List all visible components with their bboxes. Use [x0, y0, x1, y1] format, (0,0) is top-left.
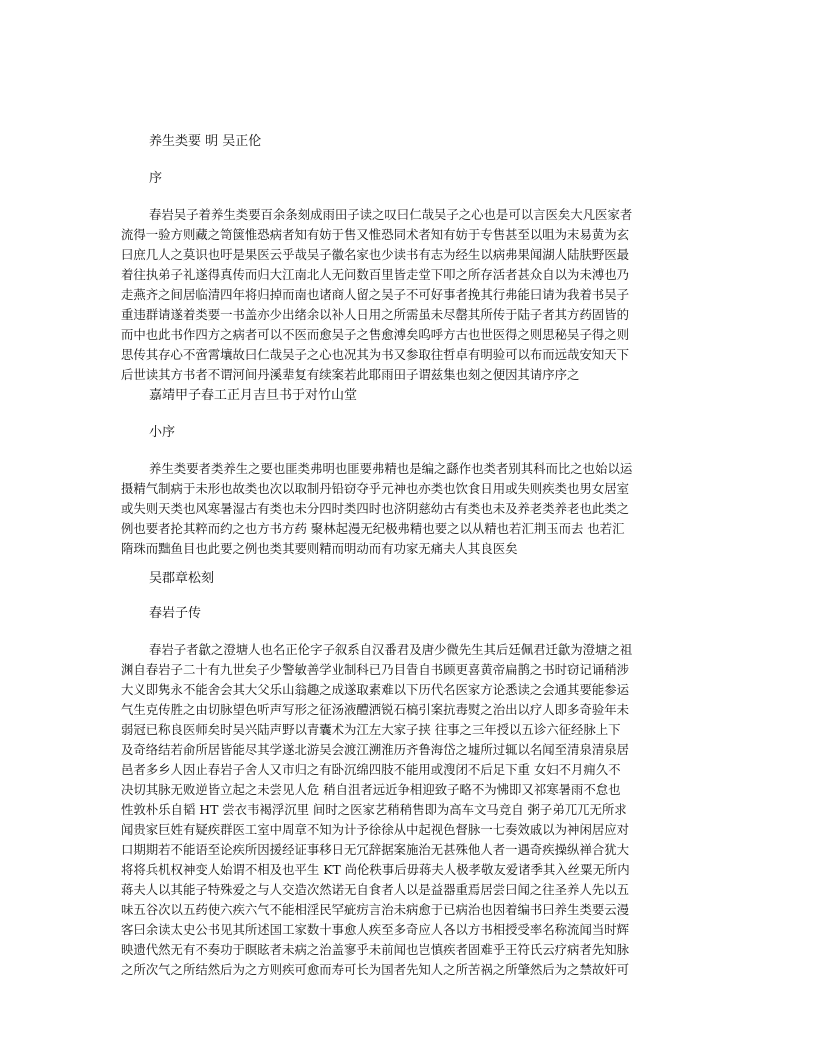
text-line: 走燕齐之间居临清四年将归掉而南也诸商人留之吴子不可好事者挽其行弗能曰请为我着书吴子 — [121, 287, 630, 302]
text-line: 映遗代然无有不奏功于瞑眩者未病之治盖寥乎未前闻也岂慎疾者固难乎王符氏云疗病者先知脉 — [121, 942, 630, 957]
text-line: 渊自春岩子二十有九世矣子少警敏善学业制科已乃目眚自书顾更喜黄帝扁鹊之书时窃记诵稍涉 — [121, 662, 630, 677]
text-line: 后世读其方书者不谓河间丹溪辈复有续案若此耶雨田子谓兹集也刻之便因其请序序之 — [121, 367, 580, 382]
text-line: 重违群请遂着类要一书盖亦少出绪余以补人日用之所需虽未尽罄其所传于陆子者其方药固皆的 — [121, 307, 630, 322]
text-line: 而中也此书作四方之病者可以不医而愈吴子之售愈溥矣呜呼方古也世医得之则思秘吴子得之则 — [121, 327, 630, 342]
text-line: 例也要者抡其粹而约之也方书方药 聚林起漫无纪极弗精也要之以从精也若汇荆玉而去 也若汇 — [121, 521, 625, 536]
text-line: 曰庶几人之莫识也吁是果医云乎哉吴子徽名家也少读书有志为经生以病弗果闻湖人陆肤野医最 — [121, 247, 630, 262]
preface-date: 嘉靖甲子春工正月吉旦书于对竹山堂 — [149, 388, 358, 403]
text-line: 将将兵机权神变人始谓不相及也平生 KT 尚伦秩事后毋蒋夫人极孝敬友爱诸季其入丝粟无所内 — [121, 862, 630, 877]
engraver-line: 吴郡章松刻 — [149, 571, 215, 586]
text-line: 或失则天类也风寒暑湿古有类也未分四时类四时也济阴慈幼古有类也未及养老类养老也此类之 — [121, 501, 630, 516]
text-line: 弱冠已称良医师矣时吴兴陆声野以青囊术为江左大家子挟 往事之三年授以五诊六征经脉上下 — [121, 722, 621, 737]
text-line: 大义即隽永不能舍会其大父乐山翁趣之成遂取素难以下历代名医家方论悉读之会通其要能参运 — [121, 682, 630, 697]
text-line: 春岩吴子着养生类要百余条刻成雨田子读之叹曰仁哉吴子之心也是可以言医矣大凡医家者 — [149, 207, 633, 222]
text-line: 养生类要者类养生之要也匪类弗明也匪要弗精也是编之繇作也类者别其科而比之也始以运 — [149, 461, 633, 476]
text-line: 客曰余读太史公书见其所述国工家数十事愈人疾至多奇应人各以方书相授受率名称流闻当时辉 — [121, 922, 630, 937]
section-heading-small-preface: 小序 — [149, 425, 176, 440]
text-line: 着往执弟子礼遂得真传而归大江南北人无问数百里皆走堂下叩之所存活者甚众自以为未溥也乃 — [121, 267, 630, 282]
text-line: 及奇络结若俞所居皆能尽其学遂北游吴会渡江溯淮历齐鲁海岱之墟所过辄以名闻至清泉清泉居 — [121, 742, 630, 757]
document-title: 养生类要 明 吴正伦 — [149, 134, 262, 149]
text-line: 蒋夫人以其能子特殊爱之与人交造次然诺无自食者人以是益器重焉居尝曰闻之往圣养人先以五 — [121, 882, 630, 897]
section-heading-biography: 春岩子传 — [149, 606, 202, 621]
text-line: 邑者多乡人因止春岩子舍人又市归之有卧沉绵四肢不能用或溲闭不后足下重 女妇不月痈久不 — [121, 762, 621, 777]
text-line: 春岩子者歙之澄塘人也名正伦字子叙系自汉番君及唐少微先生其后廷佩君迁歙为澄塘之祖 — [149, 642, 633, 657]
text-line: 隋珠而黜鱼目也此要之例也类其要则精而明动而有功家无痛夫人其良医矣 — [121, 541, 518, 556]
text-line: 摄精气制病于未形也故类也次以取制丹铅窃夺乎元神也亦类也饮食日用或失则疾类也男女居室 — [121, 481, 630, 496]
text-line: 性敦朴乐自韬 HT 尝衣韦褐浮沉里 间时之医家艺稍稍售即为高车文马竞自 粥子弟兀兀无所求 — [121, 802, 627, 817]
text-line: 之所次气之所结然后为之方则疾可愈而寿可长为国者先知人之所苦祸之所肇然后为之禁故奸可 — [121, 962, 630, 977]
text-line: 闻贵家巨姓有疑疾群医工室中周章不知为计予徐徐从中起视色督脉一七奏效戚以为神闲居应对 — [121, 822, 630, 837]
text-line: 气生克传胜之由切脉望色听声写形之征汤液醴洒锐石槁引案抗毒熨之治出以疗人即多奇验年未 — [121, 702, 630, 717]
section-heading-preface: 序 — [149, 171, 163, 186]
text-line: 思传其存心不啻霄壤故曰仁哉吴子之心也况其为书又参取往哲卓有明验可以布而远哉安知天下 — [121, 347, 630, 362]
text-line: 味五谷次以五药使六疾六气不能相淫民罕疵疠言治未病愈于已病治也因着编书曰养生类要云漫 — [121, 902, 630, 917]
text-line: 决切其脉无败逆皆立起之未尝见人危 稍自沮者远近争相迎致子略不为怫即又祁寒暑雨不怠也 — [121, 782, 621, 797]
text-line: 口期期若不能语至论疾所因援经证事移日无冗辞据案施治无甚殊他人者一遇奇疾操纵禅合犹大 — [121, 842, 630, 857]
text-line: 流得一验方则藏之笥箧惟恐病者知有妨于售又惟恐同术者知有妨于专售甚至以咀为末易黄为玄 — [121, 227, 630, 242]
